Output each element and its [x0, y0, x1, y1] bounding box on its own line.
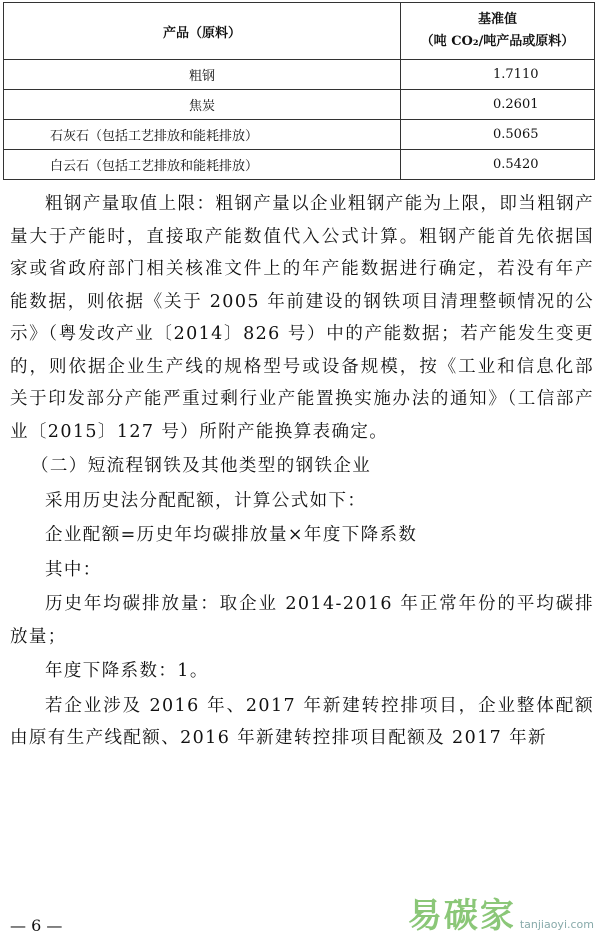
- header-product: 产品（原料）: [4, 3, 401, 60]
- paragraph: 若企业涉及 2016 年、2017 年新建转控排项目，企业整体配额由原有生产线配额、2016 年新建转控排项目配额及 2017 年新: [10, 695, 594, 748]
- row-product: 白云石（包括工艺排放和能耗排放）: [4, 150, 401, 180]
- table-row: [4, 120, 595, 150]
- row-value: 0.5420: [401, 150, 595, 180]
- body-text: [10, 188, 594, 757]
- row-product: 粗钢: [4, 60, 401, 90]
- row-product: 石灰石（包括工艺排放和能耗排放）: [4, 120, 401, 150]
- header-value-line2: （吨 CO₂/吨产品或原料）: [420, 34, 575, 49]
- row-value: 0.5065: [401, 120, 595, 150]
- page-number: — 6 —: [10, 916, 63, 935]
- baseline-table: [3, 2, 595, 180]
- table-row: [4, 90, 595, 120]
- watermark-logo: 易碳家: [407, 896, 516, 936]
- row-value: 0.2601: [401, 90, 595, 120]
- paragraph: 年度下降系数：1。: [45, 661, 209, 681]
- row-value: 1.7110: [401, 60, 595, 90]
- table-row: [4, 150, 595, 180]
- watermark-url: tanjiaoyi.com: [519, 918, 594, 931]
- row-product: 焦炭: [4, 90, 401, 120]
- header-value-line1: 基准值: [477, 12, 517, 27]
- paragraph: 其中：: [45, 559, 102, 580]
- paragraph: 历史年均碳排放量：取企业 2014-2016 年正常年份的平均碳排放量；: [10, 594, 594, 647]
- formula: 企业配额=历史年均碳排放量×年度下降系数: [45, 525, 418, 545]
- watermark: [408, 888, 594, 937]
- table-row: [4, 60, 595, 90]
- table-header-row: [4, 3, 595, 60]
- header-value: [401, 3, 595, 60]
- section-heading: （二）短流程钢铁及其他类型的钢铁企业: [31, 456, 372, 476]
- paragraph-capacity-cap: 粗钢产量取值上限：粗钢产量以企业粗钢产能为上限，即当粗钢产量大于产能时，直接取产能数值代入公式计算。粗钢产能首先依据国家或省政府部门相关核准文件上的年产能数据进行确定，若没有年产能数据，则依据《关于 2005 年前建设的钢铁项目清理整顿情况的公示》（粤发改产业〔2014〕826 号）中的产能数据；若产能发生变更的，则依据企业生产线的规格型号或设备规模，按《工业和信息化部关于印发部分产能严重过剩行业产能置换实施办法的通知》（工信部产业〔2015〕127 号）所附产能换算表确定。: [10, 194, 594, 442]
- paragraph: 采用历史法分配配额，计算公式如下：: [45, 490, 367, 511]
